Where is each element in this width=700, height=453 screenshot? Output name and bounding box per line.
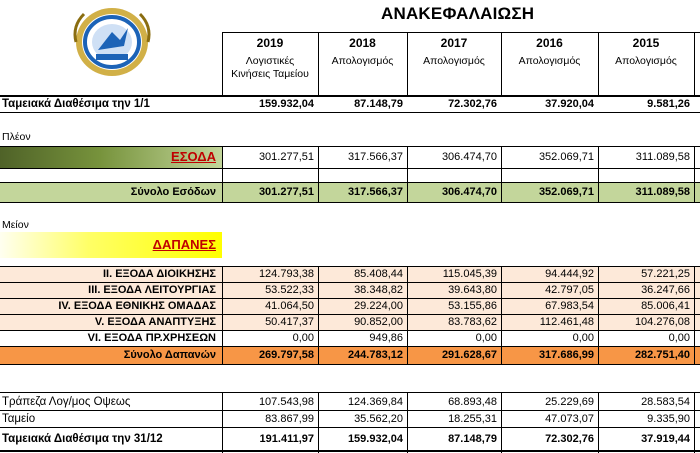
- opening-balance-label: Ταμειακά Διαθέσιμα την 1/1: [2, 98, 150, 110]
- minus-label: Μείον: [2, 219, 29, 231]
- expense-label: ΔΑΠΑΝΕΣ: [152, 237, 216, 252]
- expense-value: 115.045,39: [442, 268, 497, 280]
- closing-balance-label: Ταμειακά Διαθέσιμα την 31/12: [2, 433, 163, 445]
- bank-value: 107.543,98: [258, 396, 314, 408]
- opening-value: 72.302,76: [448, 98, 497, 110]
- closing-value: 87.148,79: [448, 433, 497, 445]
- bank-value: 124.369,84: [347, 396, 403, 408]
- federation-logo-icon: [62, 6, 162, 78]
- column-subtitle: Απολογισμός: [331, 55, 394, 67]
- opening-value: 159.932,04: [258, 98, 314, 110]
- expense-total-value: 282.751,40: [634, 349, 690, 361]
- year-header: 2019: [256, 36, 284, 50]
- expense-value: 36.247,66: [641, 284, 690, 296]
- closing-value: 37.919,44: [641, 433, 690, 445]
- expense-value: 67.983,54: [545, 300, 594, 312]
- income-label: ΕΣΟΔΑ: [171, 149, 216, 164]
- cash-value: 47.073,07: [545, 413, 594, 425]
- column-subtitle: Απολογισμός: [423, 55, 485, 67]
- expense-value: 83.783,62: [448, 316, 497, 328]
- opening-value: 87.148,79: [354, 98, 403, 110]
- column-subtitle: Απολογισμός: [518, 55, 581, 67]
- expense-row-label: ΙΙ. ΕΞΟΔΑ ΔΙΟΙΚΗΣΗΣ: [102, 268, 216, 280]
- expense-value: 104.276,08: [634, 316, 690, 328]
- bank-value: 28.583,54: [641, 396, 690, 408]
- bank-value: 25.229,69: [545, 396, 594, 408]
- cash-value: 35.562,20: [354, 413, 403, 425]
- expense-value: 124.793,38: [258, 268, 314, 280]
- income-value: 301.277,51: [258, 151, 314, 163]
- income-total-value: 311.089,58: [635, 186, 690, 198]
- expense-row-label: ΙΙΙ. ΕΞΟΔΑ ΛΕΙΤΟΥΡΓΙΑΣ: [88, 284, 216, 296]
- income-total-value: 352.069,71: [538, 186, 594, 198]
- expense-value: 53.522,33: [265, 284, 314, 296]
- income-value: 311.089,58: [635, 151, 690, 163]
- income-total-label: Σύνολο Εσόδων: [130, 186, 216, 198]
- income-total-value: 317.566,37: [347, 186, 403, 198]
- income-total-value: 301.277,51: [258, 186, 314, 198]
- expense-value: 57.221,25: [641, 268, 690, 280]
- expense-value: 50.417,37: [265, 316, 314, 328]
- cash-value: 18.255,31: [448, 413, 497, 425]
- expense-value: 39.643,80: [448, 284, 497, 296]
- opening-value: 37.920,04: [545, 98, 594, 110]
- income-value: 352.069,71: [538, 151, 594, 163]
- income-total-value: 306.474,70: [441, 186, 497, 198]
- year-header: 2015: [632, 36, 660, 50]
- expense-value: 949,86: [369, 332, 403, 344]
- expense-total-value: 269.797,58: [258, 349, 314, 361]
- expense-row-label: VI. ΕΞΟΔΑ ΠΡ.ΧΡΗΣΕΩΝ: [87, 332, 216, 344]
- expense-value: 42.797,05: [545, 284, 594, 296]
- income-value: 306.474,70: [441, 151, 497, 163]
- bank-value: 68.893,48: [448, 396, 497, 408]
- opening-value: 9.581,26: [647, 98, 690, 110]
- year-header: 2016: [536, 36, 563, 50]
- closing-value: 191.411,97: [259, 433, 314, 445]
- expense-value: 29.224,00: [354, 300, 403, 312]
- expense-value: 112.461,48: [539, 316, 594, 328]
- plus-label: Πλέον: [2, 131, 31, 143]
- federation-logo: [62, 6, 162, 78]
- bank-label: Τράπεζα Λογ/μος Οψεως: [2, 396, 131, 408]
- column-subtitle: Λογιστικές Κινήσεις Ταμείου: [231, 55, 309, 80]
- closing-value: 159.932,04: [347, 433, 403, 445]
- expense-value: 53.155,86: [448, 300, 497, 312]
- expense-row-label: V. ΕΞΟΔΑ ΑΝΑΠΤΥΞΗΣ: [94, 316, 216, 328]
- expense-value: 38.348,82: [354, 284, 403, 296]
- year-header: 2017: [440, 36, 468, 50]
- cash-value: 9.335,90: [647, 413, 690, 425]
- expense-value: 94.444,92: [545, 268, 594, 280]
- expense-value: 0,00: [668, 332, 690, 344]
- expense-value: 41.064,50: [265, 300, 314, 312]
- expense-row-label: IV. ΕΞΟΔΑ ΕΘΝΙΚΗΣ ΟΜΑΔΑΣ: [58, 300, 216, 312]
- cash-label: Ταμείο: [2, 413, 36, 425]
- column-subtitle: Απολογισμός: [615, 55, 677, 67]
- year-header: 2018: [349, 36, 376, 50]
- expense-value: 90.852,00: [354, 316, 403, 328]
- expense-value: 0,00: [475, 332, 497, 344]
- expense-value: 0,00: [292, 332, 314, 344]
- closing-value: 72.302,76: [545, 433, 594, 445]
- expense-total-label: Σύνολο Δαπανών: [123, 349, 216, 361]
- expense-total-value: 291.628,67: [441, 349, 497, 361]
- expense-value: 0,00: [572, 332, 594, 344]
- expense-total-value: 317.686,99: [538, 349, 594, 361]
- expense-value: 85.006,41: [641, 300, 690, 312]
- cash-value: 83.867,99: [265, 413, 314, 425]
- page-title: ΑΝΑΚΕΦΑΛΑΙΩΣΗ: [381, 4, 535, 23]
- expense-total-value: 244.783,12: [347, 349, 403, 361]
- expense-value: 85.408,44: [354, 268, 403, 280]
- income-value: 317.566,37: [347, 151, 403, 163]
